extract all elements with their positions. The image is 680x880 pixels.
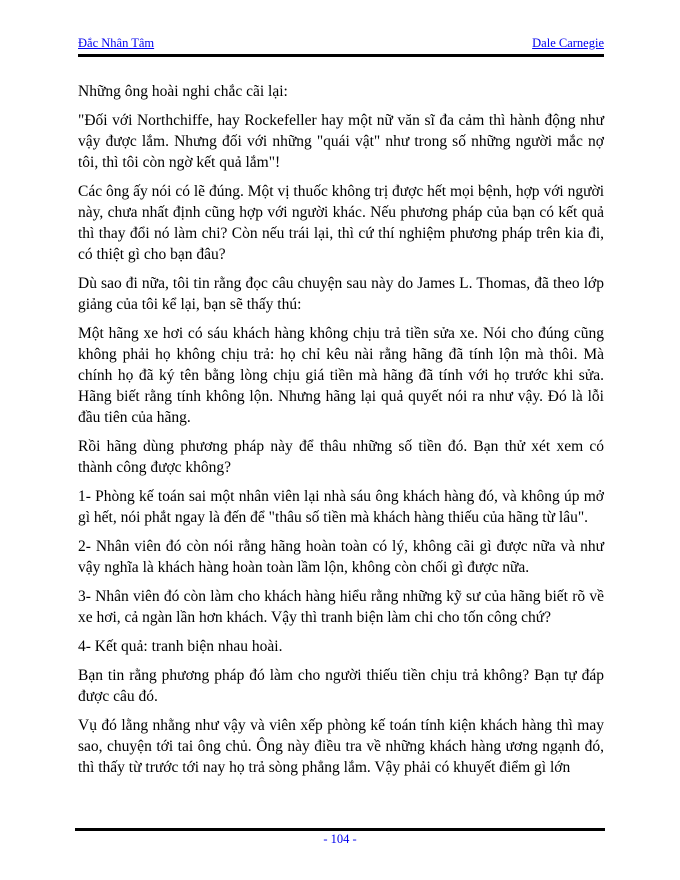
body-paragraph-numbered-4: 4- Kết quả: tranh biện nhau hoài.: [78, 638, 283, 655]
body-paragraph: Bạn tin rằng phương pháp đó làm cho người thiếu tiền chịu trả không? Bạn tự đáp được câu đó.: [78, 667, 604, 705]
page-header: [78, 36, 604, 57]
body-paragraph: "Đối với Northchiffe, hay Rockefeller hay một nữ văn sĩ đa cảm thì hành động như vậy được lắm. Nhưng đối với những "quái vật" như trong số những người mắc nợ tôi, thì tôi còn ngờ kết quả lắm"!: [78, 112, 604, 171]
body-paragraph-numbered-3: 3- Nhân viên đó còn làm cho khách hàng hiểu rằng những kỹ sư của hãng biết rõ về xe hơi, cả ngàn lần hơn khách. Vậy thì tranh biện làm chi cho tốn công chứ?: [78, 588, 604, 626]
body-paragraph: Dù sao đi nữa, tôi tin rằng đọc câu chuyện sau này do James L. Thomas, đã theo lớp giảng của tôi kể lại, bạn sẽ thấy thú:: [78, 275, 604, 313]
header-book-title[interactable]: Đắc Nhân Tâm: [78, 36, 155, 50]
body-paragraph: Vụ đó lằng nhằng như vậy và viên xếp phòng kế toán tính kiện khách hàng thì may sao, chuyện tới tai ông chủ. Ông này điều tra về những khách hàng ương ngạnh đó, thì thấy từ trước tới nay họ trả sòng phẳng lắm. Vậy phải có khuyết điểm gì lớn: [78, 717, 604, 776]
body-paragraph: Những ông hoài nghi chắc cãi lại:: [78, 83, 288, 100]
page-number[interactable]: - 104 -: [323, 832, 357, 846]
body-paragraph-numbered-1: 1- Phòng kế toán sai một nhân viên lại nhà sáu ông khách hàng đó, và không úp mở gì hết, nói phắt ngay là đến để "thâu số tiền mà khách hàng thiếu của hãng từ lâu".: [78, 488, 604, 526]
body-paragraph: Một hãng xe hơi có sáu khách hàng không chịu trả tiền sửa xe. Nói cho đúng cũng không phải họ không chịu trả: họ chỉ kêu nài rằng hãng đã tính lộn mà thôi. Mà chính họ đã ký tên bằng lòng chịu giá tiền mà hãng đã tính với họ trước khi sửa. Hãng biết rằng tính không lộn. Nhưng hãng lại quả quyết nói ra như vậy. Đó là lỗi đầu tiên của hãng.: [78, 325, 604, 426]
page-body: [78, 81, 604, 778]
body-paragraph-numbered-2: 2- Nhân viên đó còn nói rằng hãng hoàn toàn có lý, không cãi gì được nữa và như vậy nghĩa là khách hàng hoàn toàn lầm lộn, không còn chối gì được nữa.: [78, 538, 604, 576]
body-paragraph: Rồi hãng dùng phương pháp này để thâu những số tiền đó. Bạn thử xét xem có thành công được không?: [78, 438, 604, 476]
page-footer: [75, 828, 605, 847]
header-author[interactable]: Dale Carnegie: [532, 36, 604, 50]
body-paragraph: Các ông ấy nói có lẽ đúng. Một vị thuốc không trị được hết mọi bệnh, hợp với người này, chưa nhất định cũng hợp với người khác. Nếu phương pháp của bạn có kết quả thì thay đổi nó làm chi? Còn nếu trái lại, thì cứ thí nghiệm phương pháp trên kia đi, có thiệt gì cho bạn đâu?: [78, 183, 604, 263]
